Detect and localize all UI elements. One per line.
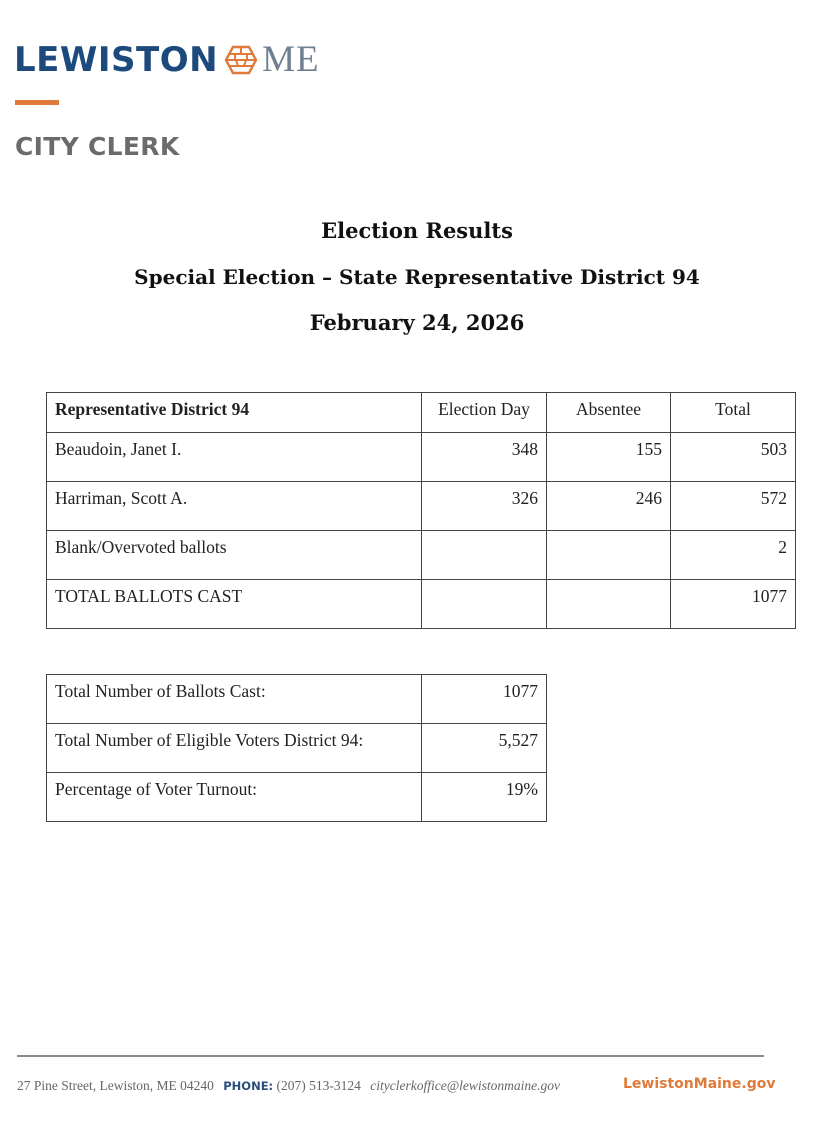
election-day-count [422,580,547,629]
footer-divider [17,1055,764,1057]
total-count: 1077 [671,580,796,629]
summary-value: 19% [422,773,547,822]
row-label: Blank/Overvoted ballots [47,531,422,580]
footer [17,1078,777,1094]
summary-label: Total Number of Ballots Cast: [47,675,422,724]
absentee-count [547,531,671,580]
column-header-district: Representative District 94 [47,393,422,433]
column-header-election-day: Election Day [422,393,547,433]
total-count: 572 [671,482,796,531]
footer-website-link[interactable]: LewistonMaine.gov [623,1076,776,1092]
footer-address: 27 Pine Street, Lewiston, ME 04240 [17,1078,214,1093]
city-logo [14,40,320,80]
logo-wordmark: LEWISTON [14,40,219,80]
candidate-name: Harriman, Scott A. [47,482,422,531]
logo-state: ME [262,39,320,80]
election-day-count: 326 [422,482,547,531]
election-day-count [422,531,547,580]
department-name: CITY CLERK [15,132,180,161]
document-title: Election Results [321,218,513,243]
footer-phone[interactable]: (207) 513-3124 [276,1078,361,1093]
row-label: TOTAL BALLOTS CAST [47,580,422,629]
summary-value: 5,527 [422,724,547,773]
brick-hexagon-icon [224,45,258,75]
results-table [46,392,796,629]
summary-label: Total Number of Eligible Voters District 94: [47,724,422,773]
election-day-count: 348 [422,433,547,482]
table-row [47,580,796,629]
table-header-row [47,393,796,433]
table-row [47,531,796,580]
turnout-summary-table [46,674,547,822]
absentee-count: 246 [547,482,671,531]
table-row [47,724,547,773]
document-subtitle: Special Election – State Representative District 94 [134,265,700,289]
total-count: 503 [671,433,796,482]
footer-phone-label: PHONE: [223,1079,274,1093]
document-heading [0,212,826,342]
column-header-total: Total [671,393,796,433]
candidate-name: Beaudoin, Janet I. [47,433,422,482]
absentee-count: 155 [547,433,671,482]
absentee-count [547,580,671,629]
accent-divider [15,100,59,105]
footer-email-link[interactable]: cityclerkoffice@lewistonmaine.gov [370,1078,561,1093]
table-row [47,675,547,724]
column-header-absentee: Absentee [547,393,671,433]
table-row [47,433,796,482]
summary-value: 1077 [422,675,547,724]
total-count: 2 [671,531,796,580]
summary-label: Percentage of Voter Turnout: [47,773,422,822]
table-row [47,482,796,531]
table-row [47,773,547,822]
document-date: February 24, 2026 [309,310,525,335]
